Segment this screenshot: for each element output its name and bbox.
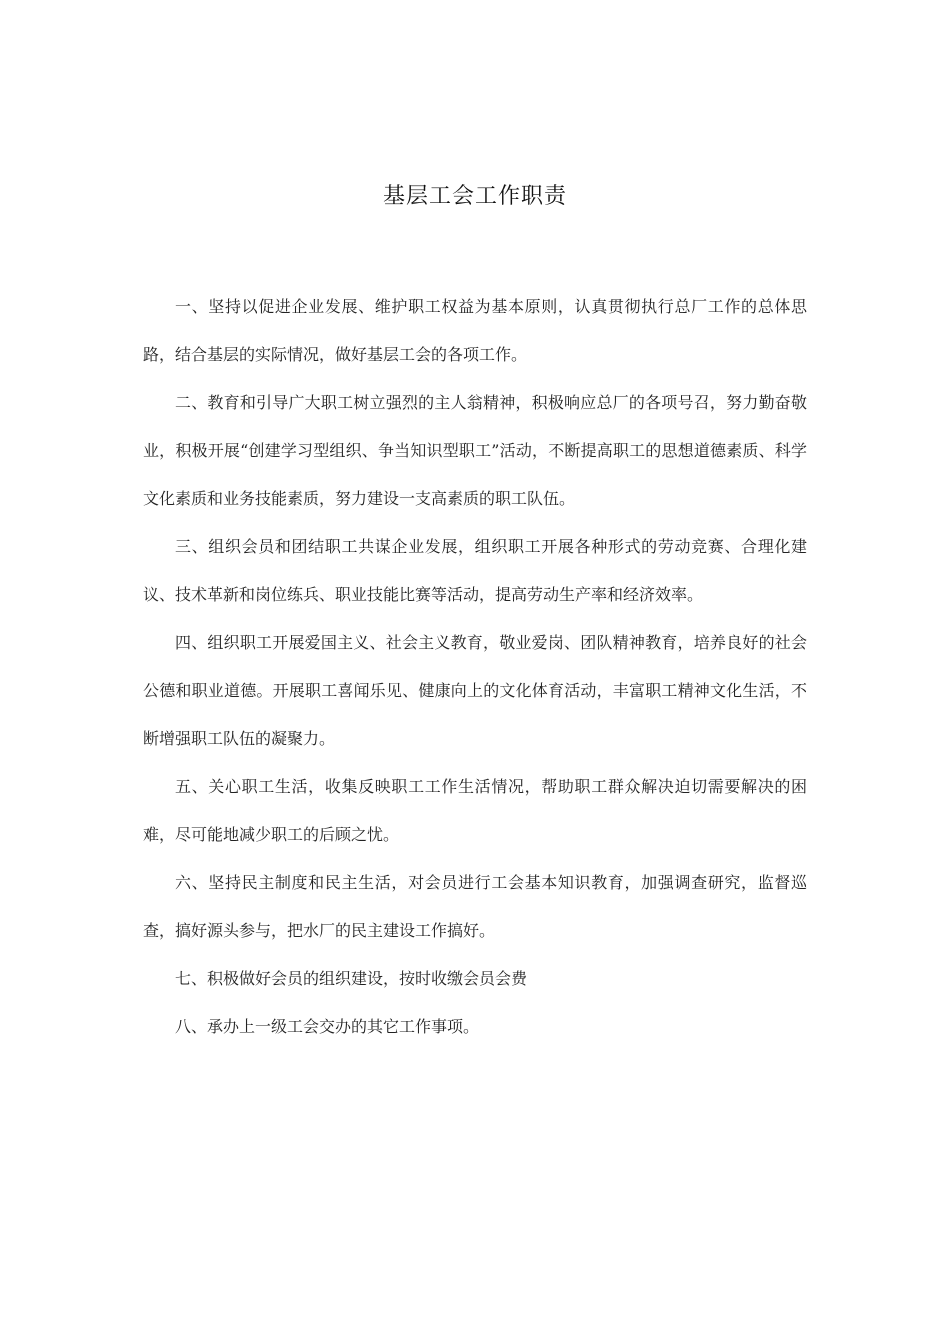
paragraph-3: 三、组织会员和团结职工共谋企业发展，组织职工开展各种形式的劳动竞赛、合理化建议、技术革新和岗位练兵、职业技能比赛等活动，提高劳动生产率和经济效率。	[143, 537, 807, 604]
document-body	[143, 283, 807, 1051]
paragraph-6: 六、坚持民主制度和民主生活，对会员进行工会基本知识教育，加强调查研究，监督巡查，搞好源头参与，把水厂的民主建设工作搞好。	[143, 873, 807, 940]
paragraph-8: 八、承办上一级工会交办的其它工作事项。	[175, 1017, 480, 1036]
document-title: 基层工会工作职责	[382, 184, 567, 209]
paragraph-4: 四、组织职工开展爱国主义、社会主义教育，敬业爱岗、团队精神教育，培养良好的社会公德和职业道德。开展职工喜闻乐见、健康向上的文化体育活动，丰富职工精神文化生活，不断增强职工队伍的凝聚力。	[143, 633, 807, 748]
paragraph-7: 七、积极做好会员的组织建设，按时收缴会员会费	[175, 969, 528, 988]
paragraph-1: 一、坚持以促进企业发展、维护职工权益为基本原则，认真贯彻执行总厂工作的总体思路，结合基层的实际情况，做好基层工会的各项工作。	[143, 297, 807, 364]
paragraph-2: 二、教育和引导广大职工树立强烈的主人翁精神，积极响应总厂的各项号召，努力勤奋敬业，积极开展“创建学习型组织、争当知识型职工”活动，不断提高职工的思想道德素质、科学文化素质和业务技能素质，努力建设一支高素质的职工队伍。	[143, 393, 807, 508]
paragraph-5: 五、关心职工生活，收集反映职工工作生活情况，帮助职工群众解决迫切需要解决的困难，尽可能地减少职工的后顾之忧。	[143, 777, 807, 844]
